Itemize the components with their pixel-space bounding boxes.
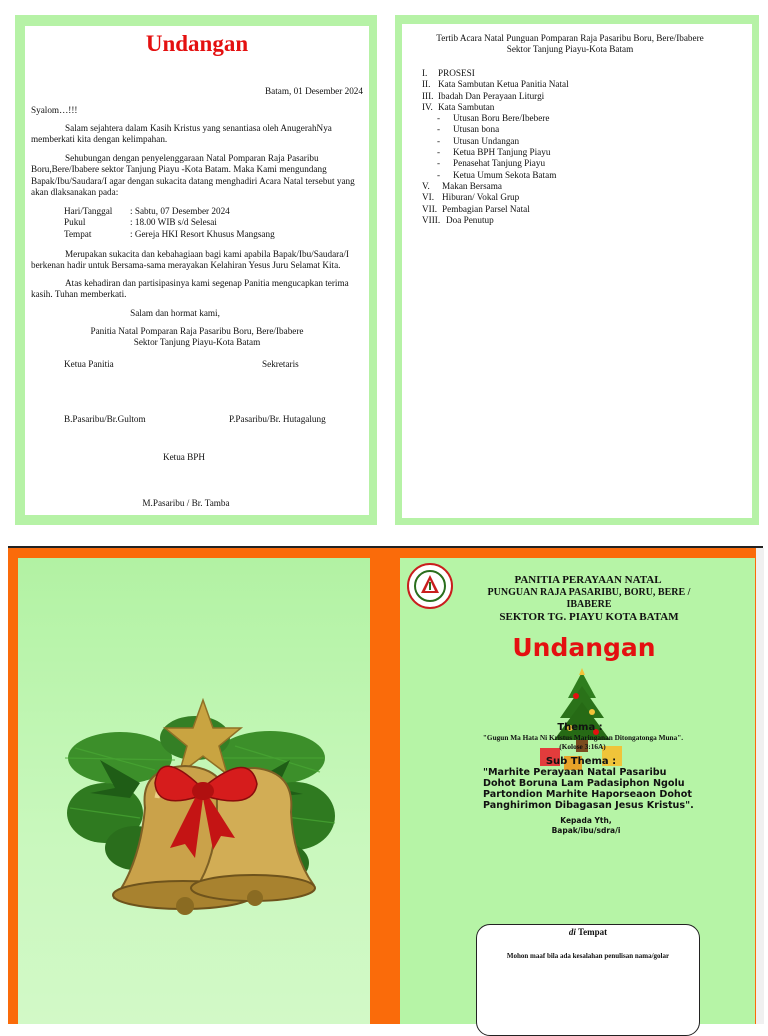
list-text: Kata Sambutan Ketua Panitia Natal [438, 79, 569, 90]
address-place [476, 927, 700, 937]
sub-item-text: Utusan Boru Bere/Ibebere [453, 113, 550, 124]
theme-label: Thema : [557, 722, 603, 733]
letter-date: Batam, 01 Desember 2024 [265, 86, 363, 96]
detail-label: Pukul [64, 217, 86, 228]
sub-item [422, 158, 742, 169]
sub-item-text: Utusan Undangan [453, 135, 520, 146]
text-line: IBABERE [566, 598, 612, 610]
list-number: V. [422, 180, 430, 191]
letter-paragraph-1 [31, 123, 363, 146]
list-item [422, 102, 742, 113]
recipient-block [470, 816, 702, 836]
program-list [422, 68, 742, 226]
christmas-bells-illustration [45, 698, 345, 938]
detail-row [64, 206, 354, 217]
scrollbar[interactable] [756, 548, 764, 1024]
text-line: akan dlaksanakan pada: [31, 186, 119, 197]
event-details [64, 206, 354, 240]
text-line: Dohot Boruna Lam Padasiphon Ngolu [483, 778, 685, 789]
sub-item [422, 113, 742, 124]
text-line: Kepada Yth, [560, 816, 612, 825]
role-sekretaris: Sekretaris [262, 359, 299, 369]
sub-item-text: Ketua Umum Sekota Batam [453, 169, 557, 180]
list-item [422, 204, 742, 215]
detail-value: : 18.00 WIB s/d Selesai [130, 217, 217, 228]
text-line: Atas kehadiran dan partisipasinya kami segenap Panitia mengucapkan terima [65, 278, 349, 288]
list-number: I. [422, 68, 428, 78]
list-item [422, 215, 742, 226]
text-line: Merupakan sukacita dan kebahagiaan bagi kami apabila Bapak/Ibu/Saudara/I [65, 249, 349, 259]
text-line: Partondion Marhite Haporseaon Dohot [483, 789, 692, 800]
cover-header-org [470, 587, 708, 610]
text-line: PANITIA PERAYAAN NATAL [514, 574, 662, 586]
list-number: VI. [422, 192, 434, 203]
letter-closing: Salam dan hormat kami, [130, 308, 220, 318]
list-text: Pembagian Parsel Natal [442, 203, 530, 214]
detail-label: Hari/Tanggal [64, 206, 113, 216]
dash: - [437, 169, 441, 180]
detail-value: : Gereja HKI Resort Khusus Mangsang [130, 228, 275, 239]
list-item [422, 68, 742, 79]
text-line: di [568, 927, 576, 937]
church-logo-icon [406, 562, 454, 610]
signer-ketua-bph: M.Pasaribu / Br. Tamba [142, 498, 230, 508]
text-line: Tempat [575, 927, 608, 937]
detail-row [64, 229, 354, 240]
list-number: VII. [422, 203, 438, 214]
list-text: Makan Bersama [442, 180, 502, 191]
detail-row [64, 217, 354, 228]
text-line: Sektor Tanjung Piayu-Kota Batam [506, 44, 634, 55]
signer-ketua-panitia: B.Pasaribu/Br.Gultom [64, 414, 146, 424]
list-text: Doa Penutup [446, 214, 494, 225]
list-text: Kata Sambutan [438, 101, 495, 112]
text-line: memberkati kita dengan kelimpahan. [31, 134, 168, 145]
text-line: Boru,Bere/Ibabere sektor Tanjung Piayu -Kota Batam. Maka Kami mengundang [31, 164, 327, 175]
text-line: Sektor Tanjung Piayu-Kota Batam [133, 337, 261, 348]
text-line: Bapak/ibu/sdra/i [551, 826, 621, 835]
list-number: IV. [422, 101, 433, 112]
letter-paragraph-3 [31, 249, 366, 272]
sub-item [422, 170, 742, 181]
address-box [476, 924, 700, 1036]
sub-item-text: Ketua BPH Tanjung Piayu [453, 147, 551, 158]
sub-item [422, 124, 742, 135]
list-number: VIII. [422, 214, 441, 225]
sub-item-text: Utusan bona [453, 124, 500, 135]
detail-label: Tempat [64, 228, 92, 239]
text-line: "Marhite Perayaan Natal Pasaribu [483, 767, 667, 778]
list-text: PROSESI [438, 68, 475, 78]
list-item [422, 192, 742, 203]
text-line: Tertib Acara Natal Punguan Pomparan Raja Pasaribu Boru, Bere/Ibabere [436, 33, 704, 43]
letter-organizer [25, 326, 369, 349]
text-line: Panitia Natal Pomparan Raja Pasaribu Boru, Bere/Ibabere [90, 326, 304, 336]
cover-header [460, 574, 716, 586]
list-number: III. [422, 90, 434, 101]
letter-greeting: Syalom…!!! [31, 105, 78, 115]
letter-paragraph-2 [31, 153, 366, 198]
program-title [402, 33, 738, 56]
dash: - [437, 158, 441, 169]
list-text: Ibadah Dan Perayaan Liturgi [438, 90, 545, 101]
cover-header-sector: SEKTOR TG. PIAYU KOTA BATAM [499, 611, 679, 623]
text-line: Bapak/Ibu/Saudara/I agar dengan sukacita datang menghadiri Acara Natal tersebut yang [31, 175, 355, 186]
signer-sekretaris: P.Pasaribu/Br. Hutagalung [229, 414, 326, 424]
sub-theme-text [483, 767, 709, 811]
role-ketua-panitia: Ketua Panitia [64, 359, 114, 369]
dash: - [437, 135, 441, 146]
text-line: kasih. Tuhan memberkati. [31, 289, 127, 300]
dash: - [437, 124, 441, 135]
theme-reference: (Kolose 3:16A) [559, 742, 606, 751]
text-line: Panghirimon Dibagasan Jesus Kristus". [483, 800, 694, 811]
text-line: Sehubungan dengan penyelenggaraan Natal Pomparan Raja Pasaribu [65, 153, 319, 163]
detail-value: : Sabtu, 07 Desember 2024 [130, 206, 230, 216]
list-item [422, 91, 742, 102]
list-item [422, 181, 742, 192]
theme-text: "Gugun Ma Hata Ni Kristus Maringanan Ditongatonga Muna". [482, 733, 684, 742]
text-line: PUNGUAN RAJA PASARIBU, BORU, BERE / [487, 587, 691, 598]
dash: - [437, 113, 441, 124]
sub-item [422, 136, 742, 147]
text-line: berkenan hadir untuk Bersama-sama merayakan Kelahiran Yesus Juru Selamat Kita. [31, 260, 341, 271]
list-text: Hiburan/ Vokal Grup [442, 192, 520, 203]
sub-item [422, 147, 742, 158]
role-ketua-bph: Ketua BPH [162, 452, 206, 462]
apology-note: Mohon maaf bila ada kesalahan penulisan nama/golar [506, 952, 670, 960]
sub-theme-label: Sub Thema : [545, 756, 617, 767]
text-line: Salam sejahtera dalam Kasih Kristus yang senantiasa oleh AnugerahNya [65, 123, 332, 133]
letter-title: Undangan [145, 31, 249, 56]
cover-title: Undangan [512, 633, 656, 662]
letter-paragraph-4 [31, 278, 366, 301]
dash: - [437, 147, 441, 158]
list-number: II. [422, 79, 431, 90]
list-item [422, 79, 742, 90]
sub-item-text: Penasehat Tanjung Piayu [453, 158, 546, 169]
